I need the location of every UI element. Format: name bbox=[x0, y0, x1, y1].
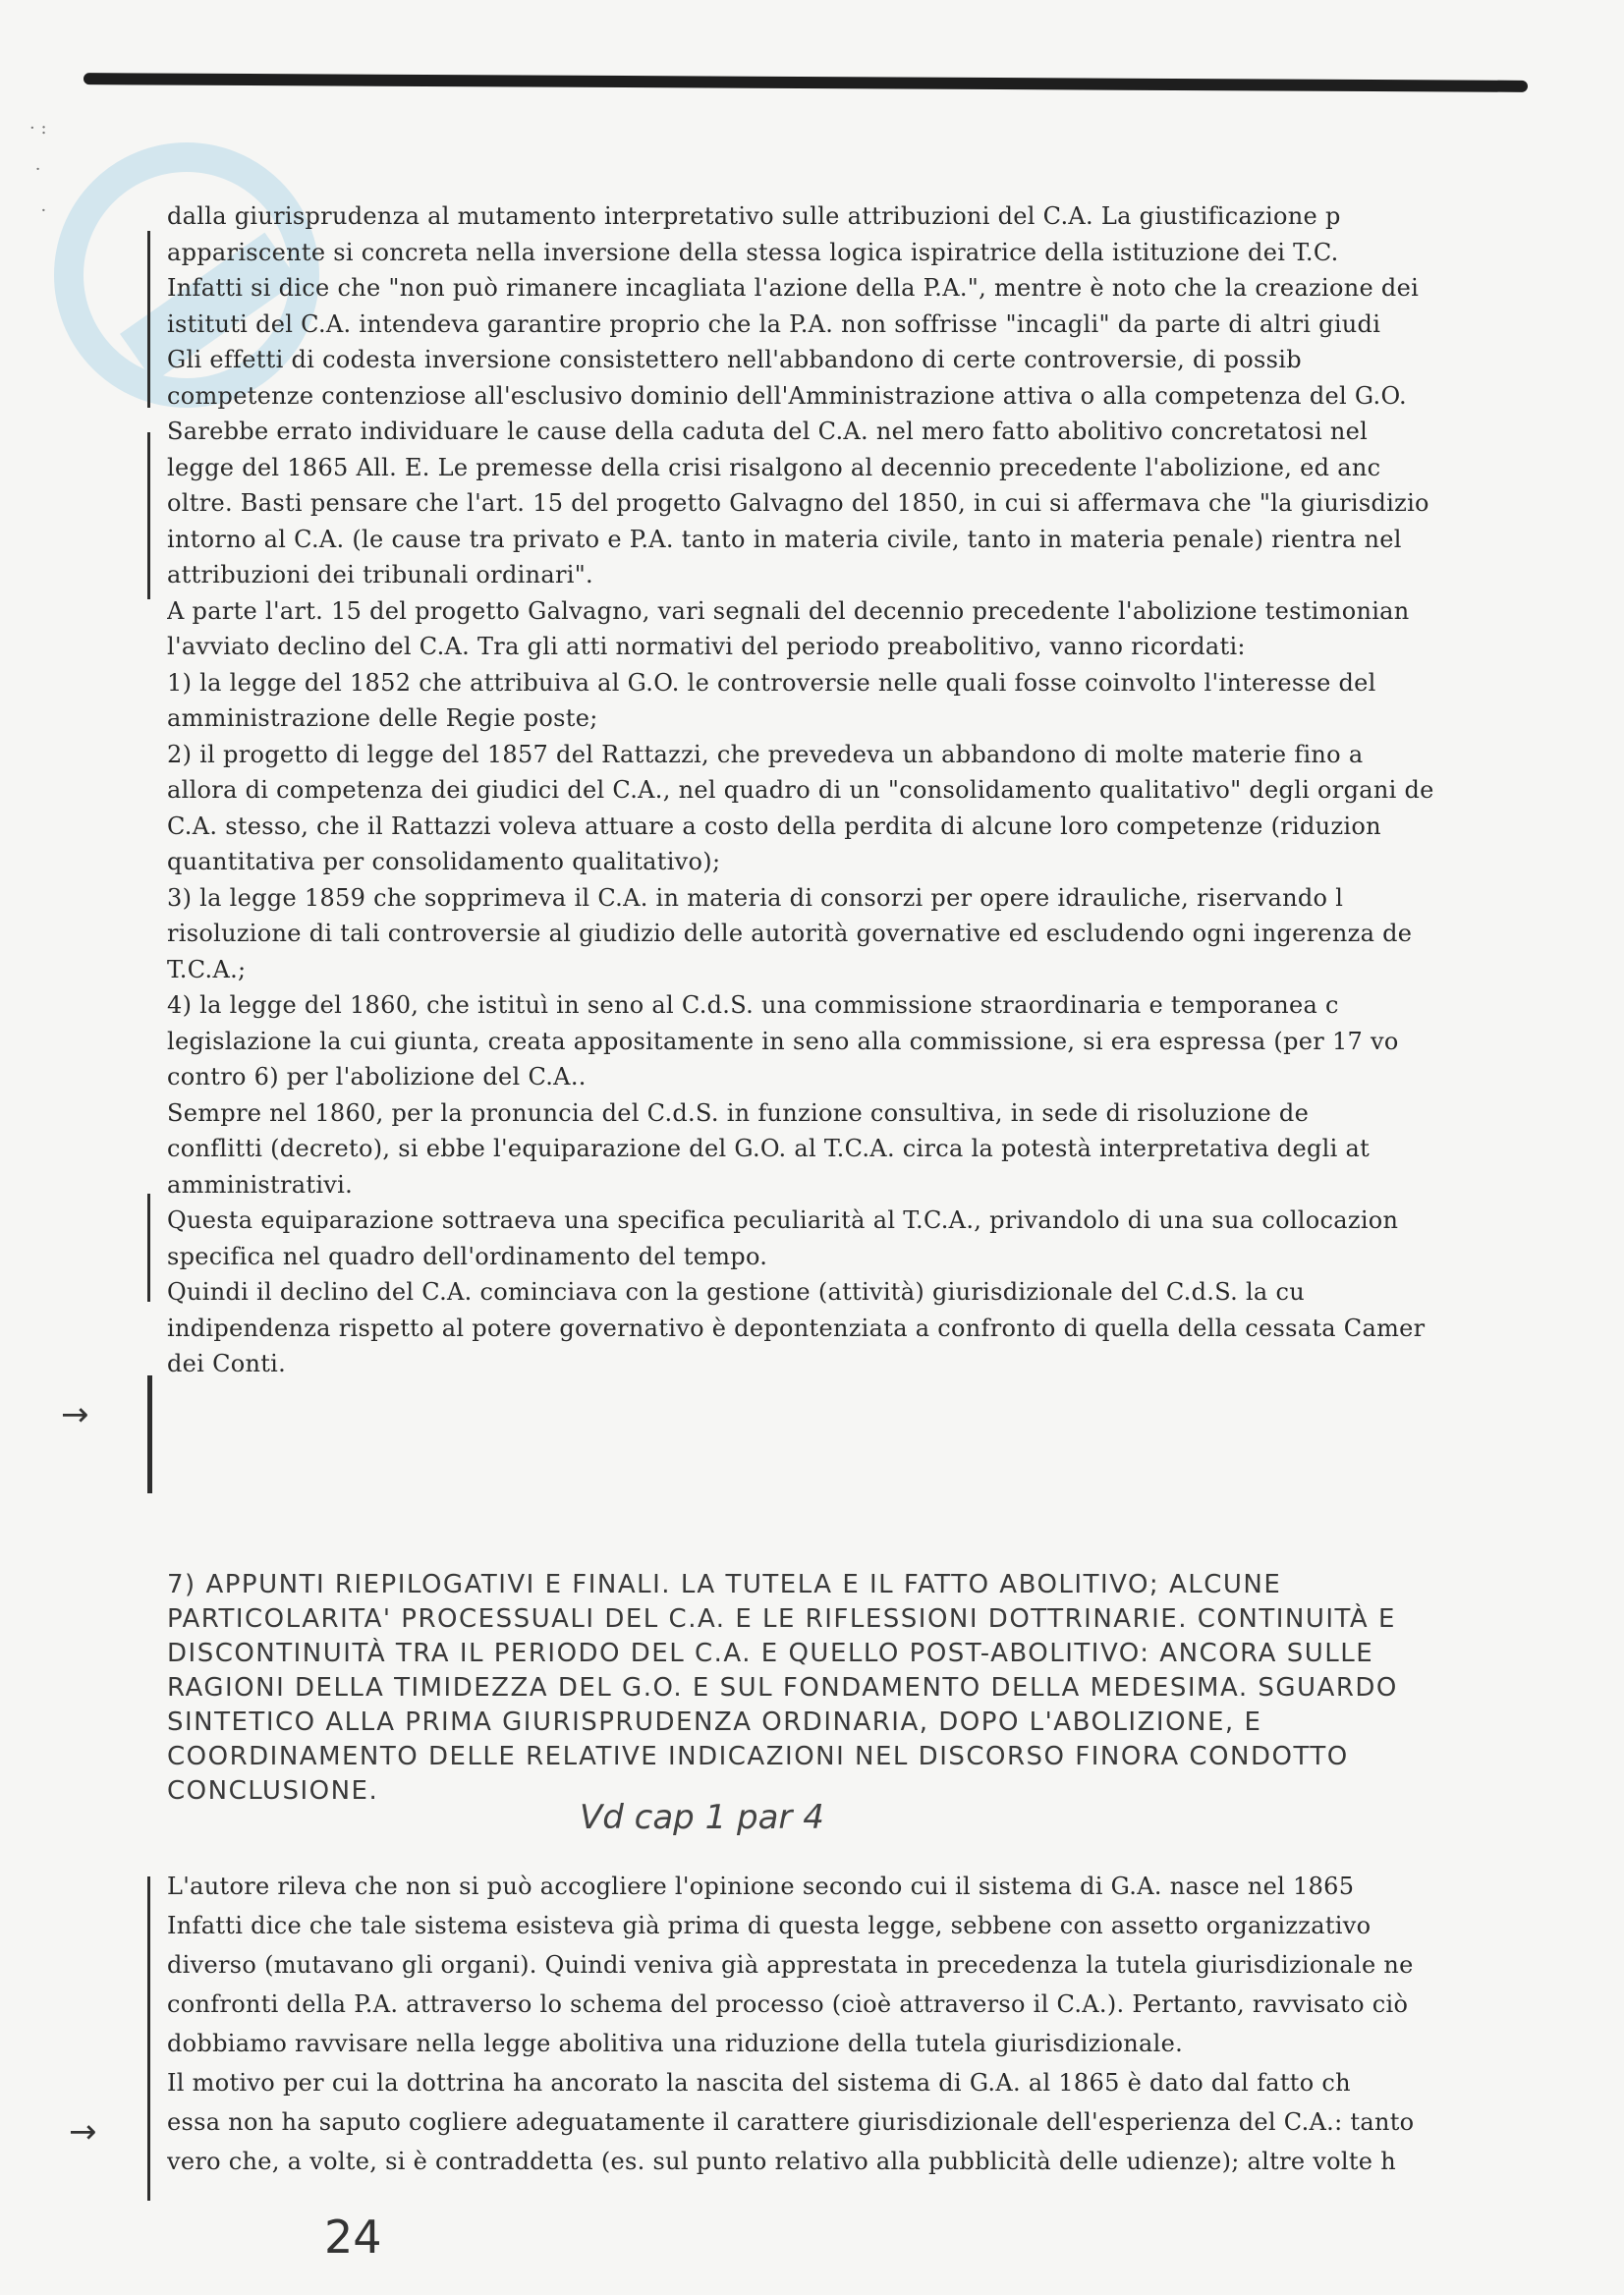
text-line: SINTETICO ALLA PRIMA GIURISPRUDENZA ORDINARIA, DOPO L'ABOLIZIONE, E bbox=[167, 1707, 1262, 1737]
text-line: dobbiamo ravvisare nella legge abolitiva una riduzione della tutela giurisdizionale. bbox=[167, 2030, 1184, 2057]
text-line: L'autore rileva che non si può accogliere l'opinione secondo cui il sistema di G.A. nasce nel 1865 bbox=[167, 1873, 1355, 1900]
handwritten-note: Vd cap 1 par 4 bbox=[580, 1798, 824, 1837]
text-line: T.C.A.; bbox=[167, 955, 247, 983]
text-line: 2) il progetto di legge del 1857 del Rattazzi, che prevedeva un abbandono di molte materie fino a bbox=[167, 740, 1364, 768]
text-line: allora di competenza dei giudici del C.A., nel quadro di un "consolidamento qualitativo" degli organi de bbox=[167, 776, 1434, 804]
text-line: Gli effetti di codesta inversione consistettero nell'abbandono di certe controversie, di possib bbox=[167, 346, 1302, 373]
text-line: contro 6) per l'abolizione del C.A.. bbox=[167, 1063, 587, 1091]
text-line: CONCLUSIONE. bbox=[167, 1776, 379, 1806]
text-line: dalla giurisprudenza al mutamento interpretativo sulle attribuzioni del C.A. La giustificazione p bbox=[167, 202, 1341, 230]
margin-marks: · : · · bbox=[29, 118, 47, 221]
text-line: conflitti (decreto), si ebbe l'equiparazione del G.O. al T.C.A. circa la potestà interpretativa degli at bbox=[167, 1135, 1371, 1162]
text-line: Sempre nel 1860, per la pronuncia del C.d.S. in funzione consultiva, in sede di risoluzione de bbox=[167, 1098, 1310, 1127]
text-line: istituti del C.A. intendeva garantire proprio che la P.A. non soffrisse "incagli" da parte di altri giudi bbox=[167, 309, 1381, 338]
text-line: amministrativi. bbox=[167, 1170, 354, 1199]
page-number: 24 bbox=[324, 2211, 382, 2264]
text-line: intorno al C.A. (le cause tra privato e P.A. tanto in materia civile, tanto in materia penale) rientra nel bbox=[167, 525, 1402, 553]
text-line: RAGIONI DELLA TIMIDEZZA DEL G.O. E SUL FONDAMENTO DELLA MEDESIMA. SGUARDO bbox=[167, 1673, 1398, 1703]
text-line: legge del 1865 All. E. Le premesse della crisi risalgono al decennio precedente l'abolizione, ed anc bbox=[167, 453, 1381, 481]
text-line: C.A. stesso, che il Rattazzi voleva attuare a costo della perdita di alcune loro competenze (riduzion bbox=[167, 812, 1381, 840]
text-line: A parte l'art. 15 del progetto Galvagno, vari segnali del decennio precedente l'abolizione testimonian bbox=[167, 596, 1410, 625]
text-line: 4) la legge del 1860, che istituì in seno al C.d.S. una commissione straordinaria e temporanea c bbox=[167, 991, 1339, 1019]
margin-arrow-icon: → bbox=[69, 2112, 97, 2152]
text-line: Il motivo per cui la dottrina ha ancorato la nascita del sistema di G.A. al 1865 è dato dal fatto ch bbox=[167, 2069, 1351, 2097]
text-line: oltre. Basti pensare che l'art. 15 del progetto Galvagno del 1850, in cui si affermava che "la giurisdizio bbox=[167, 489, 1429, 517]
text-line: Infatti si dice che "non può rimanere incagliata l'azione della P.A.", mentre è noto che la creazione dei bbox=[167, 274, 1420, 302]
text-line: Infatti dice che tale sistema esisteva già prima di questa legge, sebbene con assetto organizzativo bbox=[167, 1912, 1372, 1939]
text-line: 3) la legge 1859 che sopprimeva il C.A. in materia di consorzi per opere idrauliche, riservando l bbox=[167, 883, 1344, 912]
text-line: essa non ha saputo cogliere adeguatamente il carattere giurisdizionale dell'esperienza del C.A.: tanto bbox=[167, 2108, 1415, 2136]
text-line: confronti della P.A. attraverso lo schema del processo (cioè attraverso il C.A.). Pertanto, ravvisato ciò bbox=[167, 1990, 1409, 2018]
text-line: Sarebbe errato individuare le cause della caduta del C.A. nel mero fatto abolitivo concretatosi nel bbox=[167, 418, 1369, 445]
margin-arrow-icon: → bbox=[61, 1395, 89, 1434]
margin-bracket-1 bbox=[147, 231, 150, 408]
margin-bracket-2 bbox=[147, 432, 150, 599]
text-line: indipendenza rispetto al potere governativo è depontenziata a confronto di quella della cessata Camer bbox=[167, 1314, 1426, 1342]
text-line: dei Conti. bbox=[167, 1350, 287, 1377]
text-line: competenze contenziose all'esclusivo dominio dell'Amministrazione attiva o alla competenza del G.O. bbox=[167, 381, 1407, 410]
margin-bracket-3 bbox=[147, 1194, 150, 1302]
text-line: risoluzione di tali controversie al giudizio delle autorità governative ed escludendo ogni ingerenza de bbox=[167, 920, 1413, 947]
text-line: amministrazione delle Regie poste; bbox=[167, 704, 598, 732]
text-line: 1) la legge del 1852 che attribuiva al G.O. le controversie nelle quali fosse coinvolto l'interesse del bbox=[167, 668, 1376, 697]
text-line: appariscente si concreta nella inversione della stessa logica ispiratrice della istituzione dei T.C. bbox=[167, 238, 1339, 266]
text-line: legislazione la cui giunta, creata appositamente in seno alla commissione, si era espressa (per 17 vo bbox=[167, 1027, 1399, 1055]
margin-bracket-4 bbox=[147, 1375, 152, 1493]
text-line: l'avviato declino del C.A. Tra gli atti normativi del periodo preabolitivo, vanno ricordati: bbox=[167, 633, 1246, 660]
text-line: DISCONTINUITÀ TRA IL PERIODO DEL C.A. E QUELLO POST-ABOLITIVO: ANCORA SULLE bbox=[167, 1639, 1374, 1668]
text-line: 7) APPUNTI RIEPILOGATIVI E FINALI. LA TUTELA E IL FATTO ABOLITIVO; ALCUNE bbox=[167, 1570, 1282, 1599]
text-line: attribuzioni dei tribunali ordinari". bbox=[167, 561, 593, 588]
text-line: specifica nel quadro dell'ordinamento del tempo. bbox=[167, 1242, 768, 1270]
top-rule bbox=[84, 73, 1528, 92]
text-line: diverso (mutavano gli organi). Quindi veniva già apprestata in precedenza la tutela giurisdizionale ne bbox=[167, 1951, 1414, 1979]
text-line: COORDINAMENTO DELLE RELATIVE INDICAZIONI NEL DISCORSO FINORA CONDOTTO bbox=[167, 1742, 1349, 1771]
text-line: quantitativa per consolidamento qualitativo); bbox=[167, 848, 721, 875]
margin-bracket-5 bbox=[147, 1876, 150, 2201]
text-line: PARTICOLARITA' PROCESSUALI DEL C.A. E LE RIFLESSIONI DOTTRINARIE. CONTINUITÀ E bbox=[167, 1604, 1396, 1634]
text-line: Questa equiparazione sottraeva una specifica peculiarità al T.C.A., privandolo di una sua collocazion bbox=[167, 1206, 1399, 1234]
text-line: vero che, a volte, si è contraddetta (es. sul punto relativo alla pubblicità delle udienze); altre volte h bbox=[167, 2148, 1396, 2175]
text-line: Quindi il declino del C.A. cominciava con la gestione (attività) giurisdizionale del C.d.S. la cu bbox=[167, 1278, 1305, 1306]
